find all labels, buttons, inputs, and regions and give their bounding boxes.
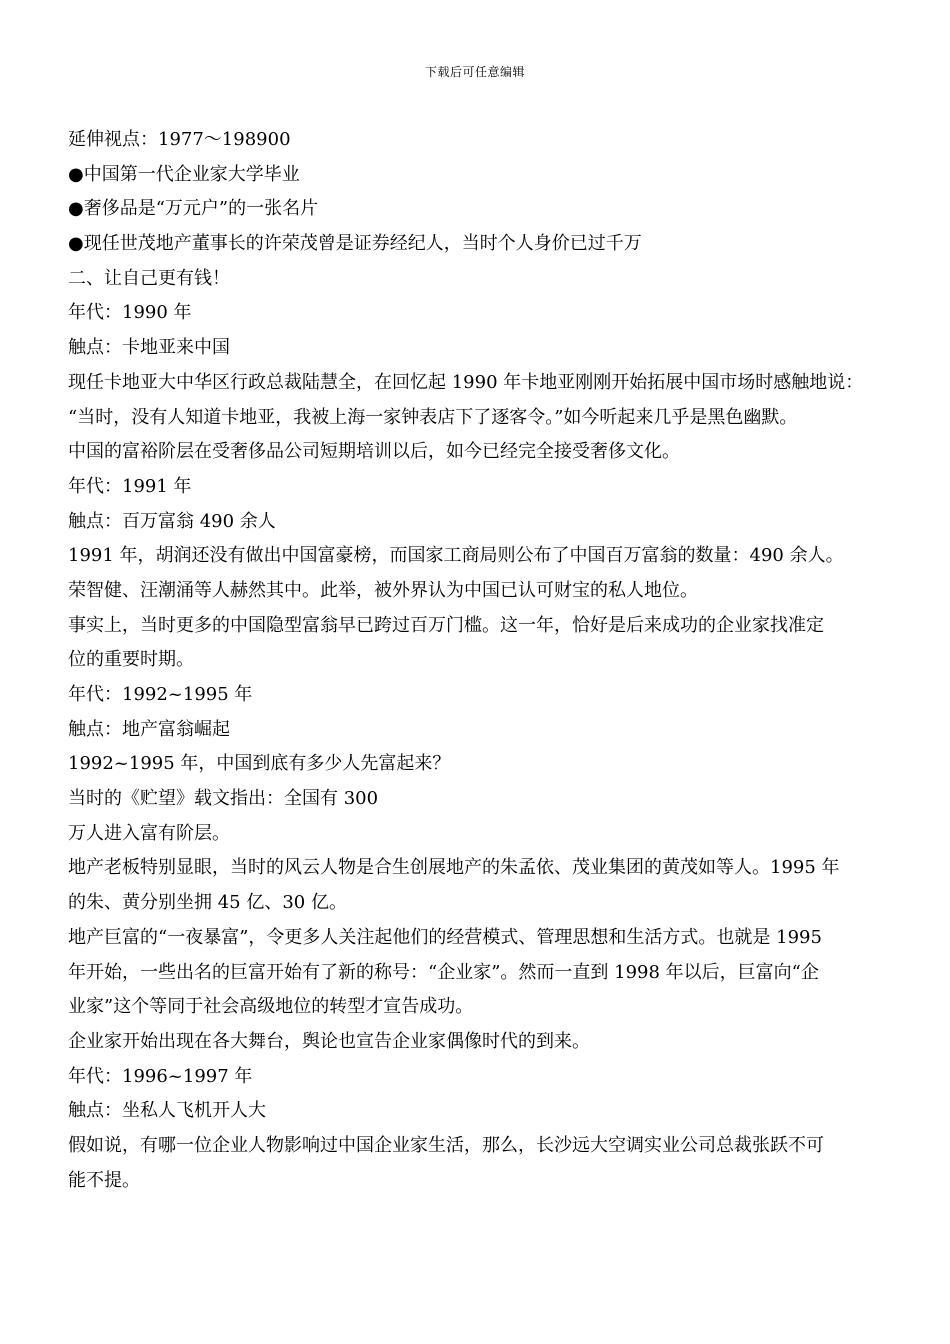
paragraph-line: 地产老板特别显眼，当时的风云人物是合生创展地产的朱孟依、茂业集团的黄茂如等人。1995 年 <box>68 857 840 879</box>
paragraph-line: 事实上，当时更多的中国隐型富翁早已跨过百万门槛。这一年，恰好是后来成功的企业家找准定 <box>68 614 824 636</box>
section-heading: 二、让自己更有钱！ <box>68 267 230 289</box>
era-label: 年代：1991 年 <box>68 475 192 497</box>
paragraph-line: 假如说，有哪一位企业人物影响过中国企业家生活，那么，长沙远大空调实业公司总裁张跃不可 <box>68 1134 824 1156</box>
paragraph-line: 1991 年，胡润还没有做出中国富豪榜，而国家工商局则公布了中国百万富翁的数量：490 余人。 <box>68 545 844 567</box>
paragraph-line: 位的重要时期。 <box>68 649 194 671</box>
bullet-item: ●现任世茂地产董事长的许荣茂曾是证券经纪人，当时个人身价已过千万 <box>68 233 642 255</box>
paragraph-line: 的朱、黄分别坐拥 45 亿、30 亿。 <box>68 892 347 914</box>
page-header: 下载后可任意编辑 <box>424 65 525 79</box>
paragraph-line: 中国的富裕阶层在受奢侈品公司短期培训以后，如今已经完全接受奢侈文化。 <box>68 441 680 463</box>
paragraph-line: 年开始，一些出名的巨富开始有了新的称号：“企业家”。然而一直到 1998 年以后，巨富向“企 <box>68 961 819 983</box>
era-label: 年代：1992~1995 年 <box>68 684 253 705</box>
paragraph-line: 能不提。 <box>68 1169 140 1191</box>
paragraph-line: 业家”这个等同于社会高级地位的转型才宣告成功。 <box>68 996 474 1018</box>
bullet-item: ●奢侈品是“万元户”的一张名片 <box>68 198 319 220</box>
paragraph-line: 企业家开始出现在各大舞台，舆论也宣告企业家偶像时代的到来。 <box>68 1030 590 1052</box>
era-label: 年代：1990 年 <box>68 302 192 324</box>
bullet-item: ●中国第一代企业家大学毕业 <box>68 163 300 185</box>
paragraph-line: “当时，没有人知道卡地亚，我被上海一家钟表店下了逐客令。”如今听起来几乎是黑色幽默。 <box>68 406 798 428</box>
touchpoint-label: 触点：地产富翁崛起 <box>68 718 230 740</box>
paragraph-line: 当时的《贮望》载文指出：全国有 300 <box>68 788 379 810</box>
paragraph-line: 荣智健、汪潮涌等人赫然其中。此举，被外界认为中国已认可财宝的私人地位。 <box>68 579 698 601</box>
paragraph-line: 现任卡地亚大中华区行政总裁陆慧全，在回忆起 1990 年卡地亚刚刚开始拓展中国市场时感触地说： <box>68 371 864 393</box>
touchpoint-label: 触点：卡地亚来中国 <box>68 337 230 359</box>
document-body <box>68 123 888 1198</box>
touchpoint-label: 触点：坐私人飞机开人大 <box>68 1100 266 1122</box>
section-subheading: 延伸视点：1977～198900 <box>68 129 291 150</box>
paragraph-line: 地产巨富的“一夜暴富”，令更多人关注起他们的经营模式、管理思想和生活方式。也就是 1995 <box>68 926 822 948</box>
touchpoint-label: 触点：百万富翁 490 余人 <box>68 510 276 532</box>
paragraph-line: 1992~1995 年，中国到底有多少人先富起来？ <box>68 753 451 775</box>
paragraph-line: 万人进入富有阶层。 <box>68 822 230 844</box>
era-label: 年代：1996~1997 年 <box>68 1065 253 1087</box>
